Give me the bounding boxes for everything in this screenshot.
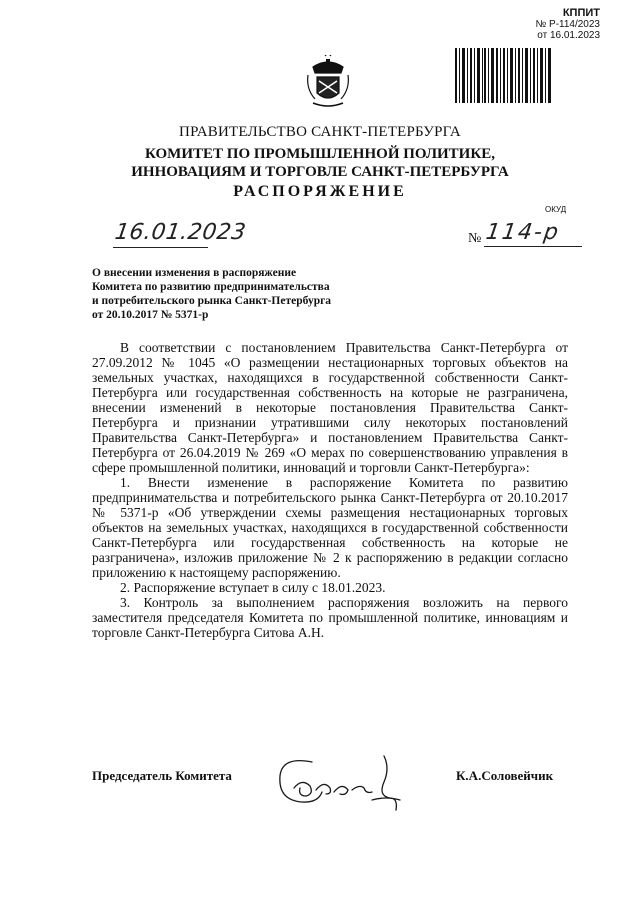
- subject-line: от 20.10.2017 № 5371-р: [92, 309, 209, 321]
- barcode-icon: [455, 48, 551, 103]
- number-sign: №: [468, 231, 482, 246]
- document-type: РАСПОРЯЖЕНИЕ: [233, 183, 407, 200]
- stamp-number: № Р-114/2023: [535, 19, 600, 30]
- document-date: 16.01.2023: [113, 220, 248, 245]
- stamp-title: КППИТ: [562, 7, 600, 19]
- signatory-name: К.А.Соловейчик: [456, 768, 554, 783]
- subject-line: Комитета по развитию предпринимательства: [92, 281, 330, 293]
- government-title: ПРАВИТЕЛЬСТВО САНКТ-ПЕТЕРБУРГА: [179, 124, 461, 140]
- committee-title-line1: КОМИТЕТ ПО ПРОМЫШЛЕННОЙ ПОЛИТИКЕ,: [145, 146, 495, 162]
- subject-line: и потребительского рынка Санкт-Петербурга: [92, 295, 332, 307]
- item-1-paragraph: 1. Внести изменение в распоряжение Комитета по развитию предпринимательства и потребительского рынка Санкт-Петербурга от 20.10.2017 № 5371-р «Об утверждении схемы размещения нестационарных торговых объектов на земельных участках, находящихся в государственной собственности Санкт-Петербурга или государственная собственность на которые не разграничена», изложив приложение № 2 к распоряжению в редакции согласно приложению к настоящему распоряжению.: [92, 475, 568, 580]
- document-number: 114-р: [484, 220, 562, 245]
- preamble-paragraph: В соответствии с постановлением Правительства Санкт-Петербурга от 27.09.2012 № 1045 «О размещении нестационарных торговых объектов на земельных участках, находящихся в государственной собственности Санкт-Петербурга или государственная собственность на которые не разграничена, внесении изменений в некоторые постановления Правительства Санкт-Петербурга и признании утратившими силу некоторых постановлений Правительства Санкт-Петербурга» и постановлением Правительства Санкт-Петербурга от 26.04.2019 № 269 «О мерах по совершенствованию управления в сфере промышленной политики, инноваций и торговли Санкт-Петербурга»:: [92, 340, 568, 475]
- coat-of-arms-icon: [305, 55, 351, 111]
- stamp-date: от 16.01.2023: [537, 30, 600, 41]
- subject-line: О внесении изменения в распоряжение: [92, 267, 297, 279]
- committee-title-line2: ИННОВАЦИЯМ И ТОРГОВЛЕ САНКТ-ПЕТЕРБУРГА: [131, 164, 509, 180]
- okud-label: ОКУД: [545, 205, 567, 214]
- number-underline: [484, 246, 582, 247]
- item-2-paragraph: 2. Распоряжение вступает в силу с 18.01.2023.: [120, 580, 386, 595]
- committee-title: [0, 145, 640, 181]
- document-subject: [92, 266, 392, 322]
- item-3-paragraph: 3. Контроль за выполнением распоряжения возложить на первого заместителя председателя Комитета по промышленной политике, инновациям и торговле Санкт-Петербурга Ситова А.Н.: [92, 595, 568, 640]
- date-underline: [113, 247, 208, 248]
- document-body: [92, 340, 568, 640]
- registration-stamp: [470, 8, 600, 41]
- signatory-position: Председатель Комитета: [92, 768, 232, 783]
- handwritten-signature-icon: [272, 748, 422, 818]
